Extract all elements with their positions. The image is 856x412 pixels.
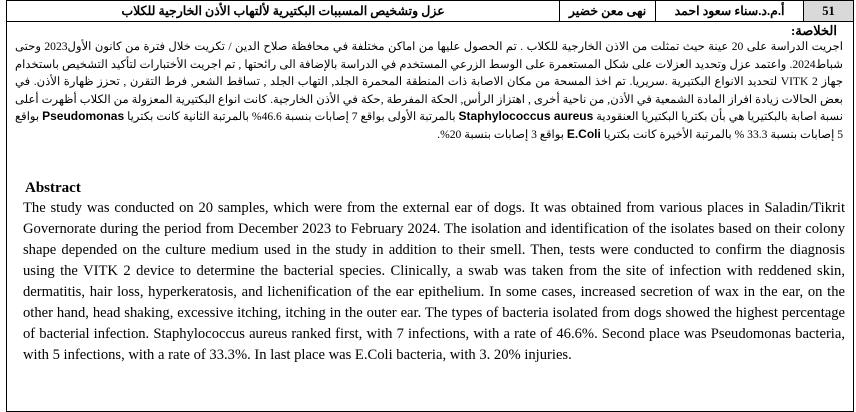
abstract-box [6, 22, 854, 412]
arabic-text-part-5: بواقع 3 إصابات بنسبة 20%. [437, 127, 567, 141]
paper-title: عزل وتشخيص المسببات البكتيرية لألتهاب الأذن الخارجية للكلاب [121, 4, 445, 18]
page-number: 51 [803, 1, 853, 21]
header-table [6, 0, 854, 22]
vitk-term: VITK 2 [780, 75, 818, 89]
staphylococcus-term: Staphylococcus aureus [458, 109, 594, 124]
pseudomonas-term: Pseudomonas [42, 109, 125, 124]
author-secondary: نهى معن خضير [559, 1, 655, 21]
english-abstract-body: The study was conducted on 20 samples, which were from the external ear of dogs. It was obtained from various places in Saladin/Tikrit Governorate during the period from December 2023 to February 2024. The isolation and identification of the isolates based on their colony shape depended on the culture medium used in the study in addition to their smell. Then, tests were conducted to confirm the diagnosis using the VITK 2 device to determine the bacterial species. Clinically, a swab was taken from the site of infection with reddened skin, dermatitis, hair loss, hyperkeratosis, and lichenification of the ear epithelium. In some cases, increased secretion of wax in the ear, on the other hand, head shaking, excessive itching, itching in the outer ear. The types of bacteria isolated from dogs showed the highest percentage of bacterial infection. Staphylococcus aureus ranked first, with 7 infections, with a rate of 46.6%. Second place was Pseudomonas bacteria, with 5 infections, with a rate of 33.3%. In last place was E.Coli bacteria, with 3. 20% injuries. [23, 200, 845, 363]
ecoli-term: E.Coli [566, 126, 601, 141]
arabic-abstract-body [15, 38, 843, 144]
author-primary: أ.م.د.سناء سعود احمد [655, 1, 803, 21]
arabic-text-part-3: بالمرتبة الأولى بواقع 7 إصابات بنسبة 46.6% بالمرتبة الثانية كانت بكتريا [124, 110, 459, 124]
arabic-text-part-1: اجريت الدراسة على 20 عينة حيث تمثلت من الاذن الخارجية للكلاب . تم الحصول عليها من اماكن مختلفة في محافظة صلاح الدين / تكريت خلال فترة من كانون الأول2023 وحتى شباط2024. واعتمد عزل وتحديد العزلات على شكل المستعمرة على الوسط الزرعي المستخدم في الدراسة بالإضافة الى رائحتها , تم اجريت الأختبارات لتأكيد التشخيص باستخدام جهاز [15, 40, 844, 89]
arabic-abstract-heading: الخلاصة: [790, 23, 837, 38]
arabic-text-part-4: بواقع 5 إصابات بنسبة 33.3 % بالمرتبة الأخيرة كانت بكتريا [15, 110, 843, 141]
english-abstract-heading: Abstract [25, 180, 81, 196]
arabic-text-part-2: لتحديد الانواع البكتيرية .سريريا. تم اخذ المسحة من مكان الاصابة ذات المنطقة المحمرة الجلد, التهاب الجلد , تساقط الشعر, فرط التقرن , تحزز ظهارة الأذن. في بعض الحالات زيادة افراز المادة الشمعية في الأذن, من ناحية أخرى , اهتزاز الرأس, الحكة المفرطة ,حكة في الأذن الخارجية. كانت انواع البكتيرية المعزولة من الكلاب أظهرت أعلى نسبة اصابة بالبكتيريا هي بأن بكتريا البكتيريا العنقودية [15, 75, 843, 124]
